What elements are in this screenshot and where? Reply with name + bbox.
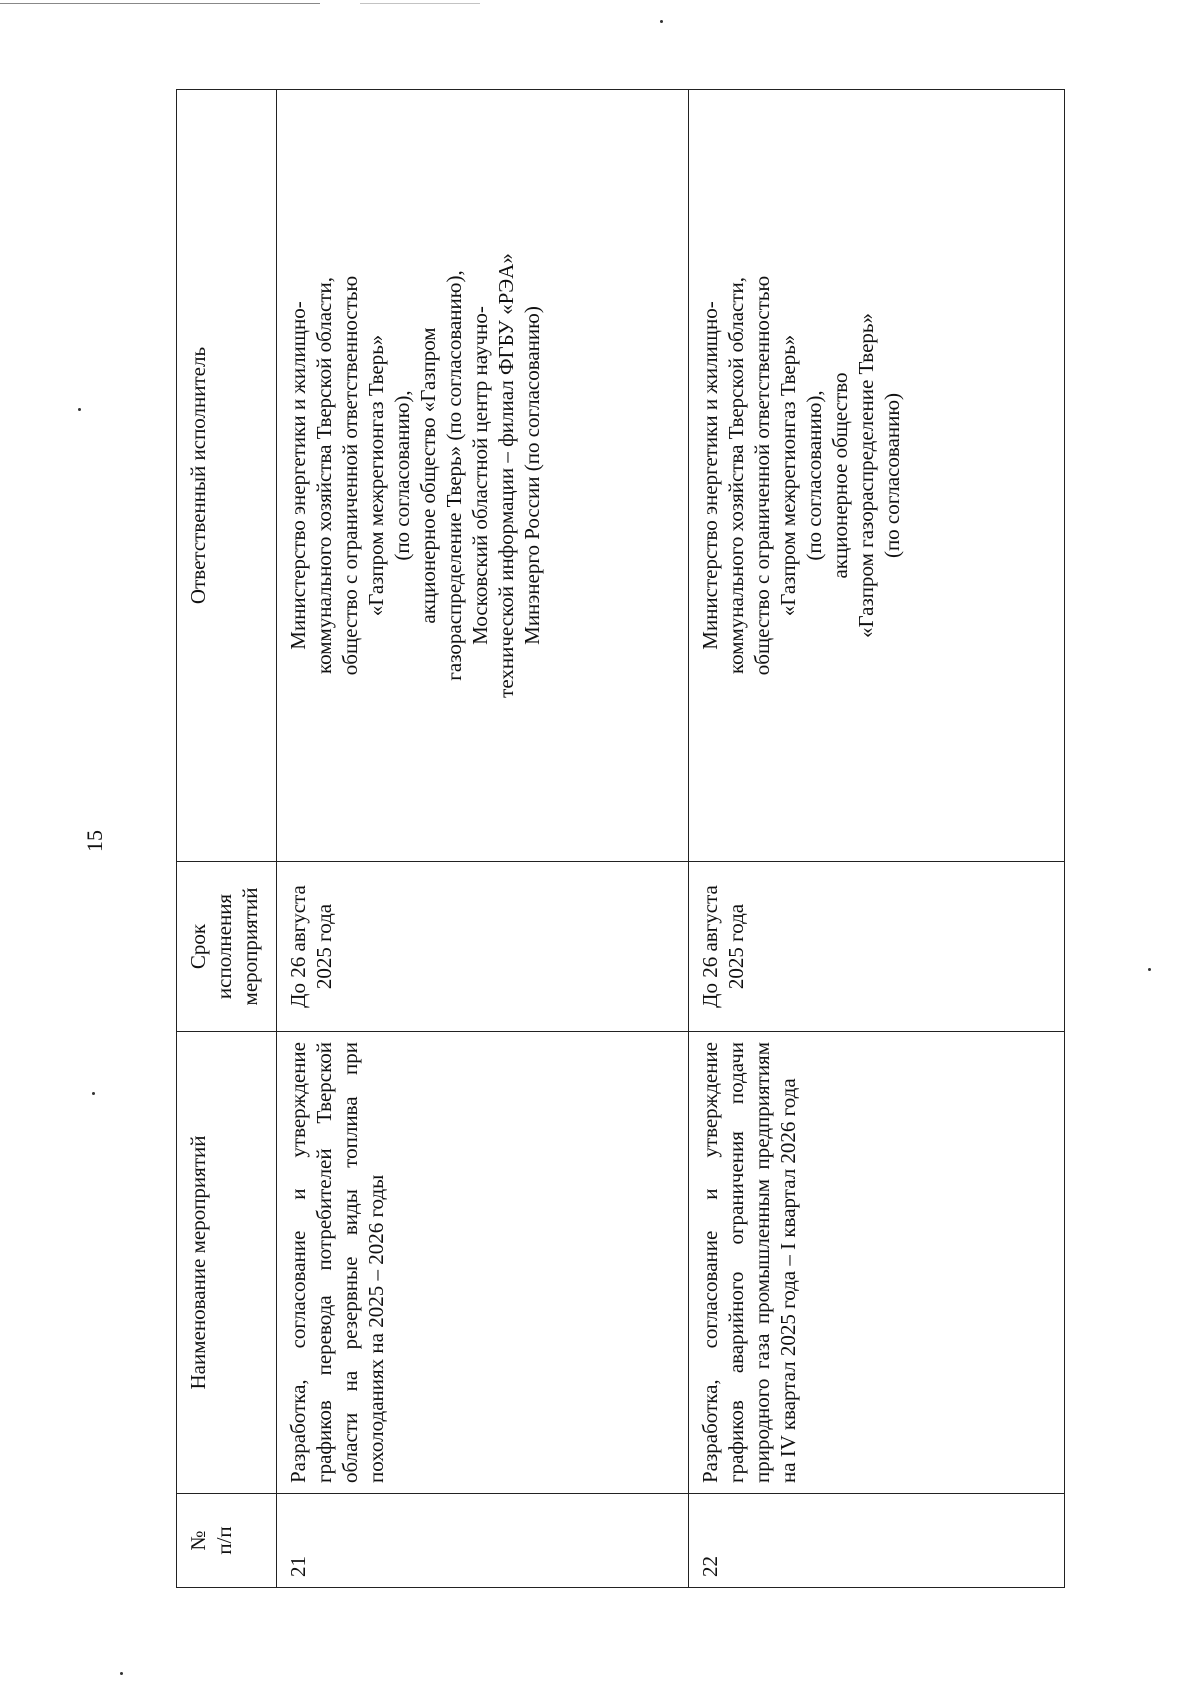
- table-row: [689, 90, 1065, 1588]
- scan-speck: [92, 1092, 95, 1095]
- measure-name: Разработка, согласование и утверждение графиков аварийного ограничения подачи природного газа промышленным предприятиям на IV квартал 2025 года – I квартал 2026 года: [689, 1032, 1065, 1494]
- responsible-executor: Министерство энергетики и жилищно- коммунального хозяйства Тверской области, общество с ограниченной ответственностью «Газпром межрегионгаз Тверь» (по согласованию), акционерное общество «Газпром газораспределение Тверь» (по согласованию): [689, 90, 1065, 862]
- measures-table: [176, 89, 1065, 1588]
- measure-deadline: До 26 августа 2025 года: [277, 862, 689, 1032]
- table-header-row: [177, 90, 277, 1588]
- scan-edge-line: [0, 3, 320, 4]
- measure-name: Разработка, согласование и утверждение графиков перевода потребителей Тверской области на резервные виды топлива при похолоданиях на 2025 – 2026 годы: [277, 1032, 689, 1494]
- header-executor: Ответственный исполнитель: [177, 90, 277, 862]
- rotated-page-content: [176, 90, 1064, 1588]
- scan-speck: [120, 1672, 123, 1675]
- row-number: 22: [689, 1494, 1065, 1588]
- measure-deadline: До 26 августа 2025 года: [689, 862, 1065, 1032]
- header-num: № п/п: [177, 1494, 277, 1588]
- responsible-executor: Министерство энергетики и жилищно- коммунального хозяйства Тверской области, общество с ограниченной ответственностью «Газпром межрегионгаз Тверь» (по согласованию), акционерное общество «Газпром газораспределение Тверь» (по согласованию), Московский областной центр научно- технической информации – филиал ФГБУ «РЭА» Минэнерго России (по согласованию): [277, 90, 689, 862]
- scan-speck: [660, 20, 663, 23]
- scan-speck: [1148, 968, 1151, 971]
- header-term: Срок исполнения мероприятий: [177, 862, 277, 1032]
- page-number: 15: [82, 830, 107, 852]
- scan-edge-line: [360, 3, 480, 4]
- table-row: [277, 90, 689, 1588]
- header-name: Наименование мероприятий: [177, 1032, 277, 1494]
- scan-speck: [78, 408, 81, 411]
- row-number: 21: [277, 1494, 689, 1588]
